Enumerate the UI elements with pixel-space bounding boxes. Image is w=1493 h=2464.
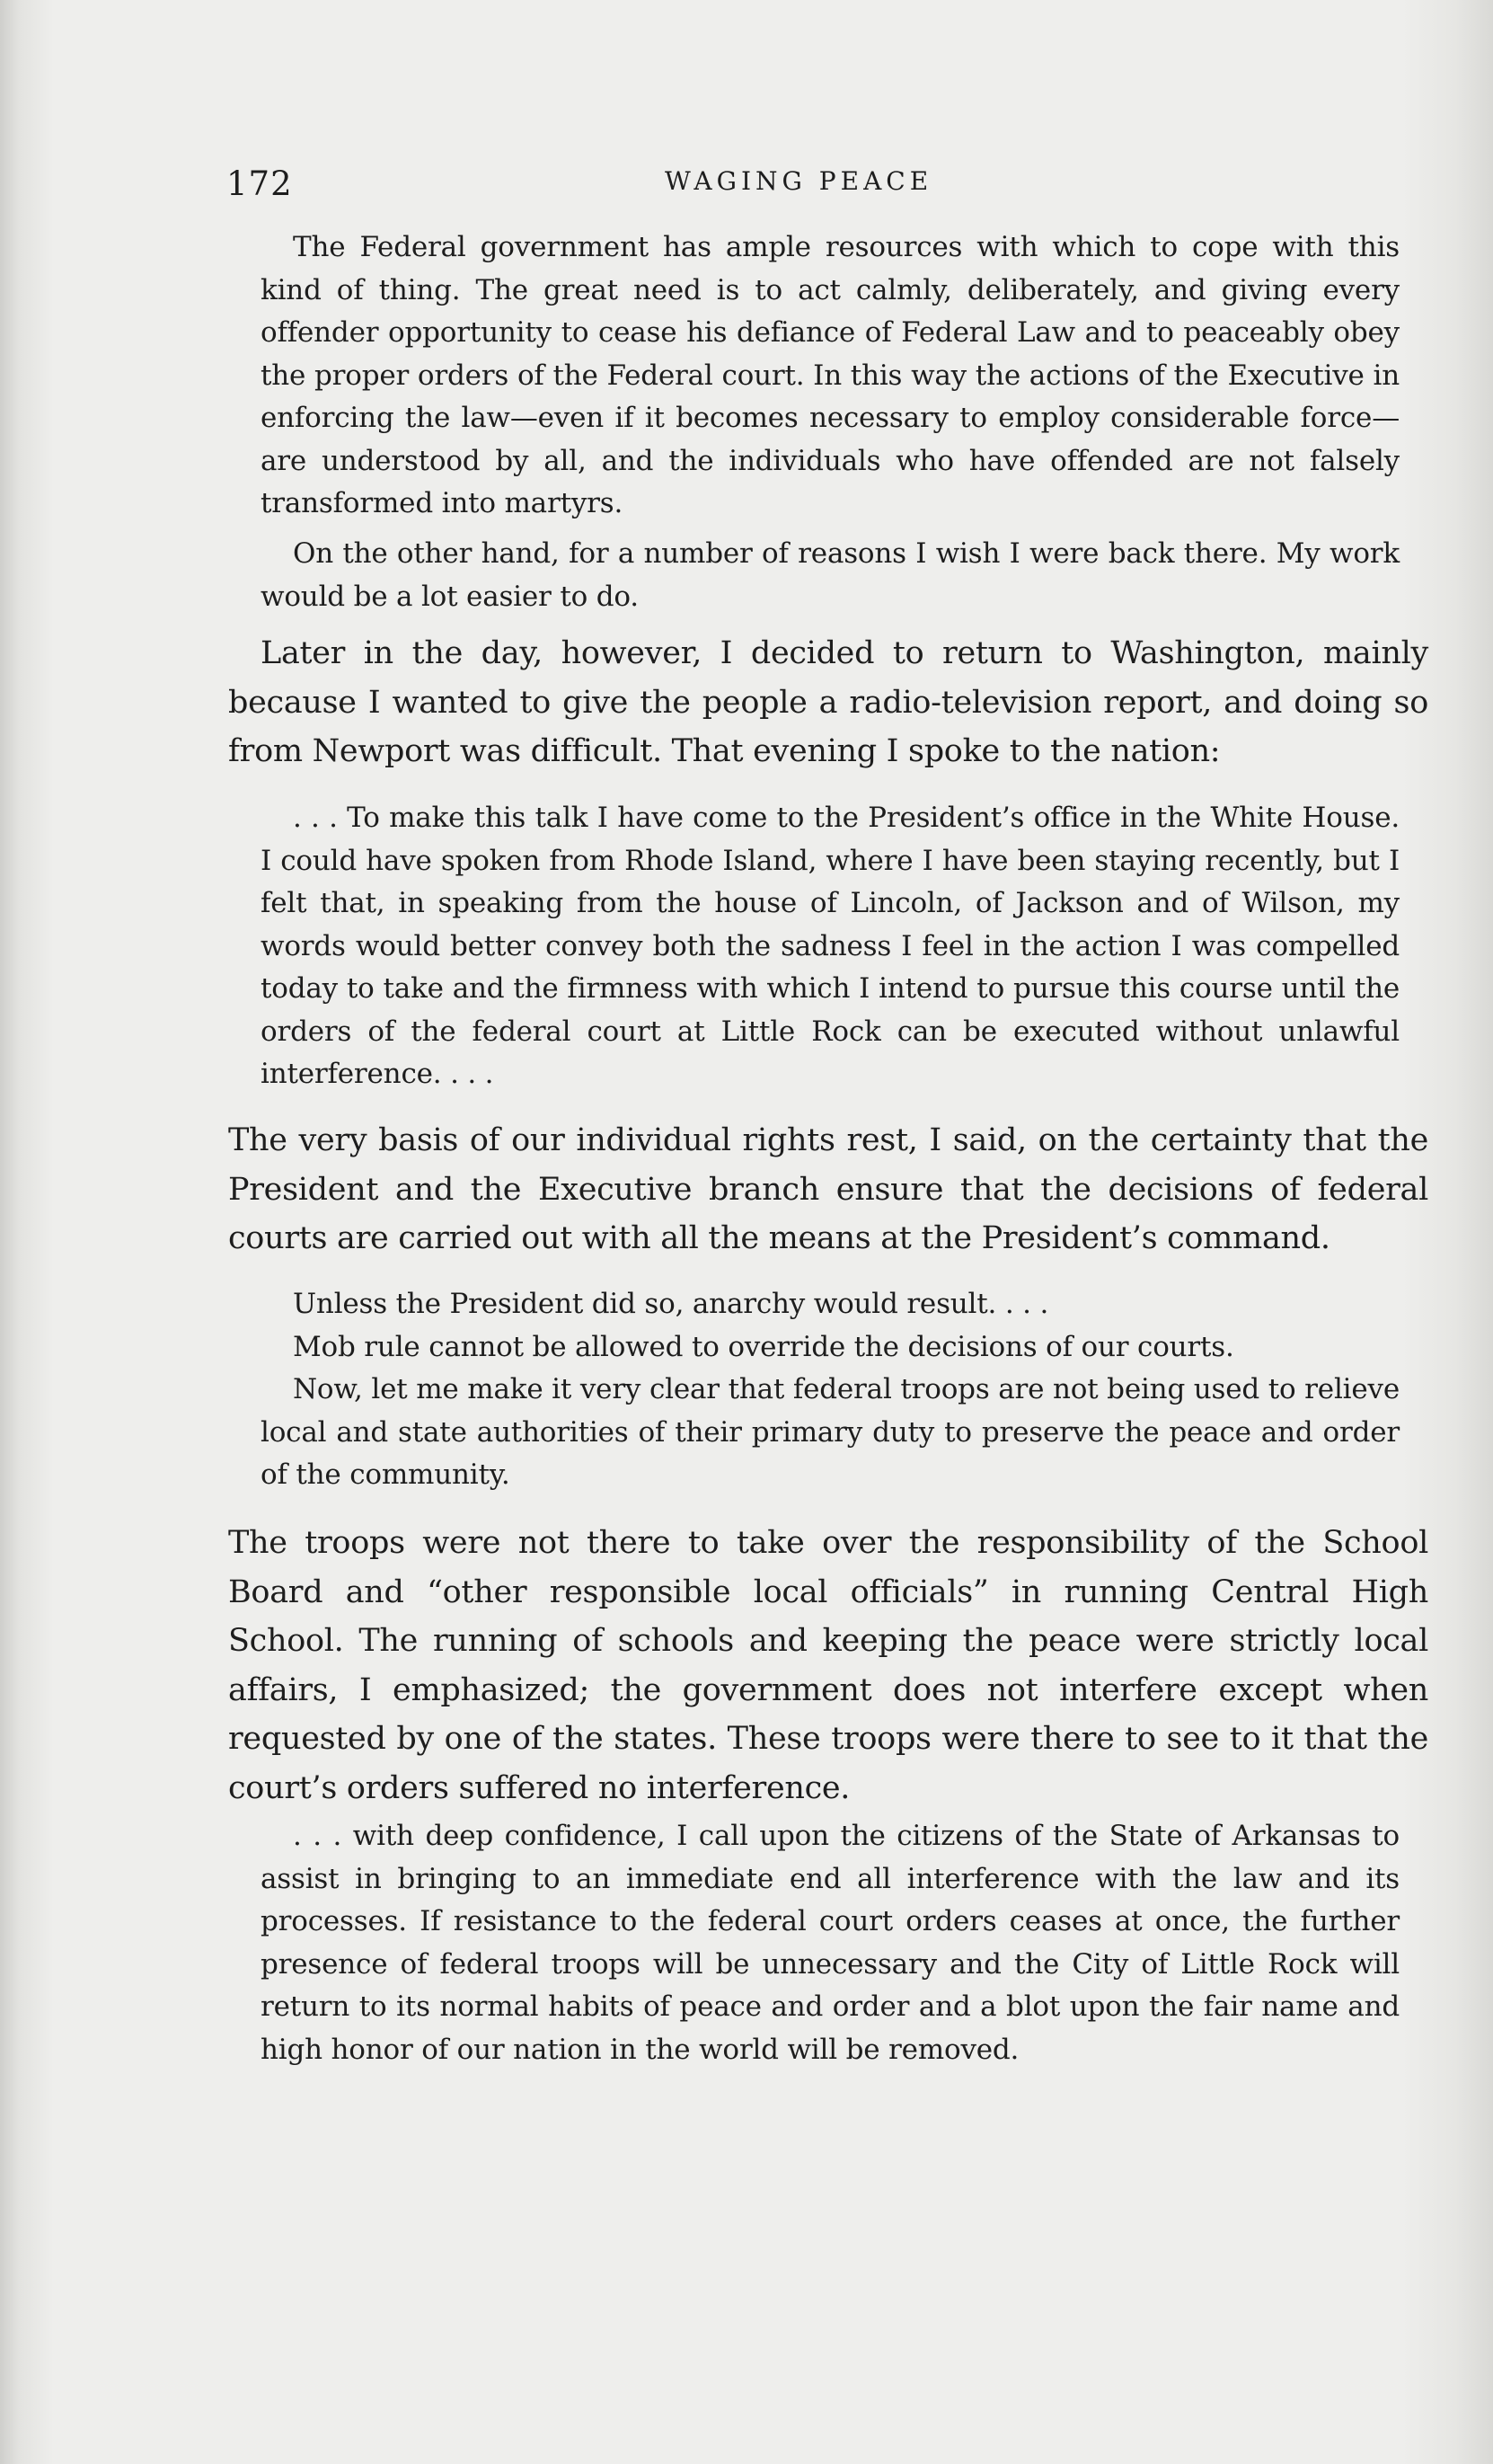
body-paragraph-text: The troops were not there to take over the responsibility of the School Board and “other responsible local officials” in running Central High School. The running of schools and keeping the peace were strictly local affairs, I emphasized; the government does not interfere except when requested by one of the states. These troops were there to see to it that the court’s orders suffered no interference. [228, 1525, 1428, 1806]
body-paragraph-text: The very basis of our individual rights rest, I said, on the certainty that the President and the Executive branch ensure that the decisions of federal courts are carried out with all the means at the President’s command. [228, 1122, 1428, 1256]
quote-paragraph: . . . To make this talk I have come to the President’s office in the White House. I could have spoken from Rhode Island, where I have been staying recently, but I felt that, in speaking from the house of Lincoln, of Jackson and of Wilson, my words would better convey both the sadness I feel in the action I was compelled today to take and the firmness with which I intend to pursue this course until the orders of the federal court at Little Rock can be executed without unlawful interference. . . . [261, 802, 1400, 1090]
block-quote [261, 1283, 1400, 1497]
block-quote [261, 226, 1400, 526]
block-quote [261, 797, 1400, 1096]
block-quote [261, 1815, 1400, 2071]
quote-paragraph: . . . with deep confidence, I call upon the citizens of the State of Arkansas to assist in bringing to an immediate end all interference with the law and its processes. If resistance to the federal court orders ceases at once, the further presence of federal troops will be unnecessary and the City of Little Rock will return to its normal habits of peace and order and a blot upon the fair name and high honor of our nation in the world will be removed. [261, 1820, 1400, 2066]
quote-paragraph: Unless the President did so, anarchy would result. . . . [293, 1288, 1049, 1320]
page-number: 172 [226, 164, 293, 203]
body-paragraph [228, 1519, 1428, 1813]
body-paragraph [228, 1116, 1428, 1263]
running-head: WAGING PEACE [665, 166, 933, 196]
quote-paragraph: On the other hand, for a number of reasons I wish I were back there. My work would be a lot easier to do. [261, 537, 1400, 613]
block-quote [261, 533, 1400, 618]
body-paragraph [228, 629, 1428, 776]
body-paragraph-text: Later in the day, however, I decided to return to Washington, mainly because I wanted to give the people a radio-television report, and doing so from Newport was difficult. That evening I spoke to the nation: [228, 635, 1428, 769]
quote-paragraph: The Federal government has ample resources with which to cope with this kind of thing. The great need is to act calmly, deliberately, and giving every offender opportunity to cease his defiance of Federal Law and to peaceably obey the proper orders of the Federal court. In this way the actions of the Executive in enforcing the law—even if it becomes necessary to employ considerable force—are understood by all, and the individuals who have offended are not falsely transformed into martyrs. [261, 231, 1400, 519]
quote-paragraph: Now, let me make it very clear that federal troops are not being used to relieve local and state authorities of their primary duty to preserve the peace and order of the community. [261, 1373, 1400, 1491]
quote-paragraph: Mob rule cannot be allowed to override the decisions of our courts. [293, 1330, 1234, 1363]
